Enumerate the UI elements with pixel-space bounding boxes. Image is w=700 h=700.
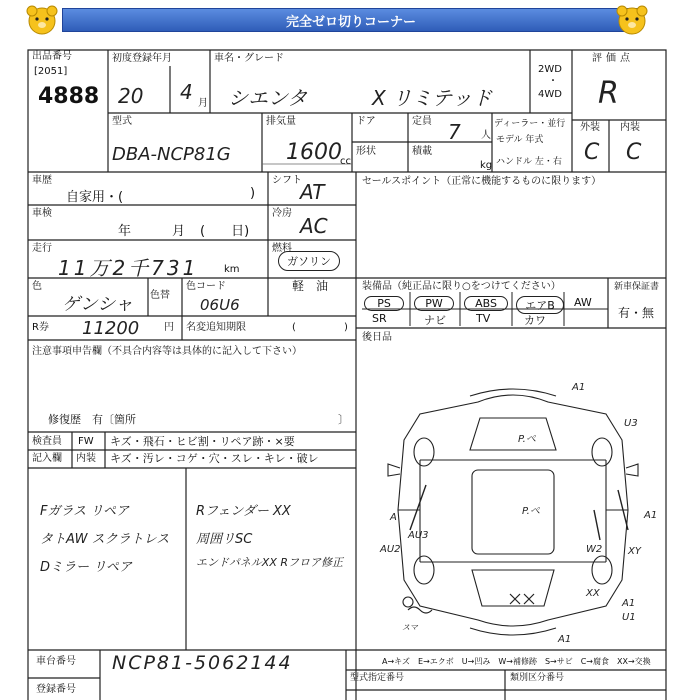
check-row2: キズ・汚レ・コゲ・穴・スレ・キレ・破レ xyxy=(110,452,319,465)
note-6: エンドパネルXX Rフロア修正 xyxy=(196,556,343,569)
name-change-close: ) xyxy=(344,322,348,333)
mark-a1-right: A1 xyxy=(644,510,658,521)
displacement-label: 排気量 xyxy=(266,116,296,127)
inspection-year: 年 xyxy=(118,224,132,239)
grade-label: 評価点 xyxy=(592,53,634,64)
equipment-aw: AW xyxy=(574,296,592,309)
handle-label: ハンドル 左・右 xyxy=(496,157,562,167)
color-label: 色 xyxy=(32,281,42,292)
first-reg-year: 20 xyxy=(118,84,144,108)
mark-repair-center: P.ペ xyxy=(522,506,540,517)
mark-xy: XY xyxy=(628,546,641,557)
drive-4wd: 4WD xyxy=(538,89,562,100)
type-cert-label: 型式指定番号 xyxy=(350,673,405,683)
color-code-label: 色コード xyxy=(186,281,226,292)
car-damage-diagram xyxy=(360,380,666,648)
car-label: 車名・グレード xyxy=(214,53,284,64)
name-change-open: ( xyxy=(292,322,296,333)
equipment-pw: PW xyxy=(414,296,454,311)
usage-label: 車歴 xyxy=(32,175,52,186)
shift-label: シフト xyxy=(272,175,302,186)
mark-a1-right2: A1 xyxy=(622,598,636,609)
first-reg-month: 4 xyxy=(180,80,193,104)
mark-repair-top: P.ペ xyxy=(518,434,536,445)
capacity-unit: 人 xyxy=(481,130,491,141)
grade-value: R xyxy=(598,76,619,111)
equipment-label: 装備品（純正品に限り○をつけてください） xyxy=(362,281,561,292)
check-row1: キズ・飛石・ヒビ割・リペア跡・×要 xyxy=(110,435,295,448)
door-label: ドア xyxy=(356,116,376,127)
mileage-label: 走行 xyxy=(32,243,52,254)
usage-value: 自家用・( xyxy=(66,190,124,205)
equipment-grid xyxy=(362,292,608,326)
repair-history-close: 〕 xyxy=(338,413,349,426)
first-reg-label: 初度登録年月 xyxy=(112,53,172,64)
mark-a-left: A xyxy=(390,512,397,523)
equipment-abs: ABS xyxy=(464,296,508,311)
banner-title: 完全ゼロ切りコーナー xyxy=(285,15,416,30)
aircon-value: AC xyxy=(300,214,328,238)
drive-2wd: 2WD xyxy=(538,64,562,75)
model-value: DBA-NCP81G xyxy=(112,144,231,165)
notes-label: 注意事項申告欄（不具合内容等は具体的に記入して下さい） xyxy=(32,346,302,357)
equipment-tv: TV xyxy=(476,312,491,325)
equipment-airbag: エアB xyxy=(516,296,564,314)
inspection-day: ( 日) xyxy=(200,224,250,239)
fuel-diesel: 軽 油 xyxy=(292,279,329,293)
fill-label: 記入欄 xyxy=(32,453,62,464)
fuel-gasoline: ガソリン xyxy=(278,251,340,271)
displacement-value: 1600 xyxy=(286,140,342,165)
int-value: C xyxy=(626,140,642,165)
ext-label: 外装 xyxy=(580,122,600,133)
mark-w2: W2 xyxy=(586,544,603,555)
equipment-navi: ナビ xyxy=(424,314,446,327)
displacement-unit: cc xyxy=(340,156,351,167)
body-shape-label: 形状 xyxy=(356,146,376,157)
int-label: 内装 xyxy=(620,122,640,133)
note-4: Rフェンダー XX xyxy=(196,504,291,519)
warranty-label: 新車保証書 xyxy=(614,282,660,292)
lot-number: 4888 xyxy=(38,84,100,109)
color-value: ゲンシャ xyxy=(62,294,133,315)
name-change-label: 名変追知期限 xyxy=(186,322,246,333)
repair-history: 修復歴 有〔箇所 xyxy=(48,413,136,426)
sales-point-label: セールスポイント（正常に機能するものに限ります） xyxy=(362,176,602,187)
first-reg-unit: 月 xyxy=(198,98,208,109)
note-1: Fガラス リペア xyxy=(40,504,129,519)
model-label: 型式 xyxy=(112,116,132,127)
mileage-unit: km xyxy=(224,264,240,275)
equipment-sr: SR xyxy=(372,312,387,325)
capacity-label: 定員 xyxy=(412,116,432,127)
class-num-label: 類別区分番号 xyxy=(510,673,565,683)
inspector-label: 検査員 xyxy=(32,436,62,447)
chassis-label: 車台番号 xyxy=(36,656,76,667)
inspection-label: 車検 xyxy=(32,208,52,219)
aircon-label: 冷房 xyxy=(272,208,292,219)
fuel-label: 燃料 xyxy=(272,243,292,254)
mark-smile: スマ xyxy=(402,623,418,632)
shift-value: AT xyxy=(300,180,325,204)
equipment-leather: カワ xyxy=(524,314,546,327)
ext-value: C xyxy=(584,140,600,165)
dealer-label: ディーラー・並行 xyxy=(494,119,566,129)
mileage-value: 11万2千731 xyxy=(58,256,199,280)
recycle-unit: 円 xyxy=(164,322,174,333)
note-2: タトAW スクラトレス xyxy=(40,532,170,547)
drive-dot: ・ xyxy=(548,76,558,87)
mark-au3: AU3 xyxy=(408,530,429,541)
inspection-month: 月 xyxy=(172,224,186,239)
interior-label: 内装 xyxy=(76,453,96,464)
fw-label: FW xyxy=(78,436,94,447)
mark-au2: AU2 xyxy=(380,544,401,555)
color-code: 06U6 xyxy=(200,296,240,314)
recycle-value: 11200 xyxy=(82,318,140,339)
warranty-value: 有・無 xyxy=(618,306,655,320)
color-change-label: 色替 xyxy=(150,290,170,301)
load-unit: kg xyxy=(480,160,493,171)
load-label: 積載 xyxy=(412,146,432,157)
usage-close: ) xyxy=(250,186,256,201)
lot-label: 出品番号 xyxy=(32,51,72,62)
equipment-ps: PS xyxy=(364,296,404,311)
mark-u1: U1 xyxy=(622,612,636,623)
mark-xx-rear: XX xyxy=(586,588,600,599)
capacity-value: 7 xyxy=(448,120,461,144)
lot-sub: [2051] xyxy=(34,66,68,77)
chassis-number: NCP81-5062144 xyxy=(112,652,293,674)
mark-a1-bottom: A1 xyxy=(558,634,572,645)
car-grade: X リミテッド xyxy=(372,86,493,110)
car-name: シエンタ xyxy=(228,86,308,110)
model-year-label: モデル 年式 xyxy=(496,135,544,145)
recycle-label: R券 xyxy=(32,322,49,333)
note-3: Dミラー リペア xyxy=(40,560,132,575)
legend: A→キズ E→エクボ U→凹み W→補修跡 S→サビ C→腐食 XX→交換 xyxy=(382,657,651,666)
rear-seat-label: 後日品 xyxy=(362,332,392,343)
registration-label: 登録番号 xyxy=(36,684,76,695)
mark-a1-top: A1 xyxy=(572,382,586,393)
mark-u3: U3 xyxy=(624,418,638,429)
note-5: 周囲リSC xyxy=(196,532,253,547)
